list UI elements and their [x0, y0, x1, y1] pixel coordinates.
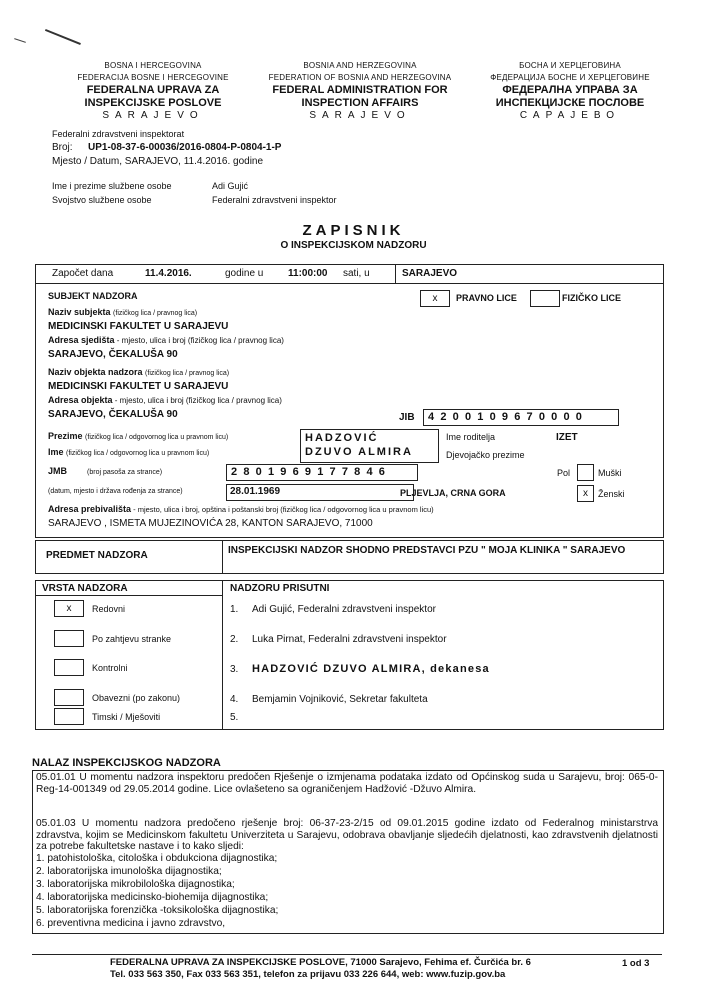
nalaz-heading: NALAZ INSPEKCIJSKOG NADZORA	[32, 757, 221, 769]
prisutni-person: Luka Pirnat, Federalni zdravstveni inspektor	[252, 634, 447, 645]
sex-label: Pol	[557, 468, 571, 478]
subject-address-value: SARAJEVO, ČEKALUŠA 90	[48, 349, 178, 360]
footer-address: FEDERALNA UPRAVA ZA INSPEKCIJSKE POSLOVE, 71000 Sarajevo, Fehima ef. Čurčića br. 6	[110, 957, 531, 968]
nalaz-list-item: 3. laboratorijska mikrobilološka dijagnostika;	[36, 879, 235, 890]
scan-mark	[14, 38, 26, 43]
nalaz-list-item: 2. laboratorijska imunološka dijagnostika;	[36, 866, 222, 877]
subject-heading: SUBJEKT NADZORA	[48, 291, 138, 301]
label-hint: (fizičkog lica / odgovornog lica u pravnom licu)	[66, 450, 210, 457]
vrsta-checkbox-timski[interactable]	[54, 708, 84, 725]
birth-label: (datum, mjesto i država rođenja za strance)	[48, 488, 183, 495]
label-text: Ime	[48, 447, 64, 457]
vrsta-label: Kontrolni	[92, 663, 128, 673]
surname-label	[48, 431, 228, 441]
object-address-label	[48, 395, 282, 405]
predmet-label: PREDMET NADZORA	[46, 550, 148, 561]
divider	[222, 580, 223, 729]
divider	[395, 264, 396, 284]
prisutni-num: 3.	[230, 664, 239, 675]
header-line: BOSNA I HERCEGOVINA	[104, 61, 202, 70]
object-name-label	[48, 367, 229, 377]
official-name-label: Ime i prezime službene osobe	[52, 181, 172, 191]
header-agency: ИНСПЕКЦИЈСКЕ ПОСЛОВЕ	[495, 97, 645, 109]
female-checkbox[interactable]: x	[577, 485, 594, 502]
subject-address-label	[48, 335, 284, 345]
start-label: Započet dana	[52, 268, 114, 279]
label-text: Adresa prebivališta	[48, 504, 132, 514]
birth-date-value: 28.01.1969	[230, 486, 281, 497]
prisutni-num: 2.	[230, 634, 239, 645]
label-hint: (fizičkog lica / odgovornog lica u pravnom licu)	[85, 434, 229, 441]
firstname-label	[48, 447, 209, 457]
start-year-label: godine u	[225, 268, 264, 279]
label-hint: (fizičkog lica / pravnog lica)	[113, 310, 198, 317]
object-name-value: MEDICINSKI FAKULTET U SARAJEVU	[48, 381, 229, 392]
vrsta-label: Obavezni (po zakonu)	[92, 693, 181, 703]
nalaz-paragraph: 05.01.03 U momentu nadzora predočeno rješenje broj: 06-37-23-2/15 od 09.01.2015 godine izdato od Federalnog ministarstrva zdravstva, kojim se Medicinskom fakultetu Univerziteta u Sarajevu, odobrava obavljanje sljedećih djelatnosti, kao zdravstvenih djelatnosti za potrebe fakultetske nastave i to kako sljedi:	[36, 818, 658, 853]
firstname-value: DZUVO ALMIRA	[305, 446, 413, 458]
nalaz-list-item: 6. preventivna medicina i javno zdravstvo,	[36, 918, 226, 929]
place-date: Mjesto / Datum, SARAJEVO, 11.4.2016. godine	[52, 156, 264, 167]
jmb-field[interactable]: 2801969177846	[226, 464, 418, 481]
official-role-value: Federalni zdravstveni inspektor	[212, 195, 337, 205]
predmet-value: INSPEKCIJSKI NADZOR SHODNO PREDSTAVCI PZU " MOJA KLINIKA " SARAJEVO	[228, 545, 626, 556]
header-en	[250, 60, 470, 122]
scan-mark	[45, 29, 81, 45]
start-date: 11.4.2016.	[145, 268, 192, 279]
parent-value: IZET	[556, 432, 578, 443]
page-subtitle: O INSPEKCIJSKOM NADZORU	[280, 240, 427, 251]
label-hint: - mjesto, ulica i broj, opština i poštanski broj (fizičkog lica / odgovornog lica u pravnom licu)	[131, 505, 434, 514]
start-time: 11:00:00	[288, 268, 328, 279]
vrsta-checkbox-obavezni[interactable]	[54, 689, 84, 706]
start-city: SARAJEVO	[402, 268, 458, 279]
prisutni-num: 5.	[230, 712, 239, 723]
header-line: FEDERACIJA BOSNE I HERCEGOVINE	[77, 73, 229, 82]
header-line: FEDERATION OF BOSNIA AND HERZEGOVINA	[268, 73, 452, 82]
start-hours-label: sati, u	[343, 268, 370, 279]
official-name-value: Adi Gujić	[212, 181, 249, 191]
header-agency: INSPEKCIJSKE POSLOVE	[84, 97, 222, 109]
label-text: Naziv subjekta	[48, 307, 111, 317]
male-label: Muški	[598, 468, 622, 478]
label-hint: - mjesto, ulica i broj (fizičkog lica / pravnog lica)	[112, 396, 282, 405]
legal-entity-checkbox[interactable]: x	[420, 290, 450, 307]
vrsta-heading: VRSTA NADZORA	[42, 583, 128, 594]
nalaz-list-item: 5. laboratorijska forenzička -toksikološka dijagnostika;	[36, 905, 279, 916]
header-agency: FEDERALNA UPRAVA ZA	[86, 84, 220, 96]
header-agency: FEDERAL ADMINISTRATION FOR	[272, 84, 448, 96]
broj-label: Broj:	[52, 142, 73, 153]
header-sr	[470, 60, 670, 122]
vrsta-label: Redovni	[92, 604, 126, 614]
vrsta-checkbox-redovni[interactable]: x	[54, 600, 84, 617]
subject-name-label	[48, 307, 197, 317]
header-line: БОСНА И ХЕРЦЕГОВИНА	[519, 61, 621, 70]
vrsta-checkbox-po-zahtjevu[interactable]	[54, 630, 84, 647]
footer-contact: Tel. 033 563 350, Fax 033 563 351, telefon za prijavu 033 226 644, web: www.fuzip.gov.ba	[110, 969, 506, 980]
prisutni-person: Adi Gujić, Federalni zdravstveni inspektor	[252, 604, 436, 615]
prisutni-person: Bemjamin Vojniković, Sekretar fakulteta	[252, 694, 428, 705]
inspectorate: Federalni zdravstveni inspektorat	[52, 129, 185, 139]
object-address-value: SARAJEVO, ČEKALUŠA 90	[48, 409, 178, 420]
jmb-label	[48, 466, 162, 476]
maiden-name-label: Djevojačko prezime	[446, 450, 525, 460]
residence-label	[48, 504, 434, 514]
official-role-label: Svojstvo službene osobe	[52, 195, 152, 205]
legal-entity-label: PRAVNO LICE	[456, 293, 517, 303]
natural-person-label: FIZIČKO LICE	[562, 293, 621, 303]
divider	[222, 540, 223, 573]
vrsta-label: Po zahtjevu stranke	[92, 634, 172, 644]
prisutni-person: HADZOVIĆ DZUVO ALMIRA, dekanesa	[252, 663, 490, 675]
male-checkbox[interactable]	[577, 464, 594, 481]
broj-value: UP1-08-37-6-00036/2016-0804-P-0804-1-P	[88, 142, 282, 153]
footer-rule	[32, 954, 662, 955]
vrsta-block	[35, 580, 664, 730]
label-text: Prezime	[48, 431, 83, 441]
page-number: 1 od 3	[622, 958, 650, 969]
nalaz-list-item: 1. patohistološka, citološka i obdukciona dijagnostika;	[36, 853, 278, 864]
prisutni-heading: NADZORU PRISUTNI	[230, 583, 330, 594]
page-title: ZAPISNIK	[302, 222, 405, 239]
header-city: САРАЈЕВО	[519, 110, 621, 121]
label-hint: - mjesto, ulica i broj (fizičkog lica / pravnog lica)	[114, 336, 284, 345]
header-bs	[58, 60, 248, 122]
header-city: SARAJEVO	[102, 110, 204, 121]
prisutni-num: 4.	[230, 694, 239, 705]
header-line: BOSNIA AND HERZEGOVINA	[303, 61, 417, 70]
subject-name-value: MEDICINSKI FAKULTET U SARAJEVU	[48, 321, 229, 332]
jib-field[interactable]: 4200109670000	[423, 409, 619, 426]
header-agency: INSPECTION AFFAIRS	[301, 97, 419, 109]
nalaz-list-item: 4. laboratorijska medicinsko-biohemija dijagnostika;	[36, 892, 269, 903]
residence-value: SARAJEVO , ISMETA MUJEZINOVIĆA 28, KANTON SARAJEVO, 71000	[48, 518, 373, 529]
label-text: Naziv objekta nadzora	[48, 367, 143, 377]
label-text: JMB	[48, 466, 68, 476]
divider	[35, 595, 223, 596]
birth-place-value: PLJEVLJA, CRNA GORA	[400, 488, 506, 498]
label-text: Adresa sjedišta	[48, 335, 115, 345]
parent-label: Ime roditelja	[446, 432, 496, 442]
vrsta-checkbox-kontrolni[interactable]	[54, 659, 84, 676]
header-line: ФЕДЕРАЦИЈА БОСНЕ И ХЕРЦЕГОВИНЕ	[490, 73, 650, 82]
label-hint: (broj pasoša za strance)	[87, 469, 163, 476]
label-text: Adresa objekta	[48, 395, 113, 405]
header-agency: ФЕДЕРАЛНА УПРАВА ЗА	[502, 84, 638, 96]
natural-person-checkbox[interactable]	[530, 290, 560, 307]
vrsta-label: Timski / Mješoviti	[92, 712, 161, 722]
label-hint: (fizičkog lica / pravnog lica)	[145, 370, 230, 377]
surname-value: HADZOVIĆ	[305, 432, 379, 444]
nalaz-paragraph: 05.01.01 U momentu nadzora inspektoru predočen Rješenje o izmjenama podataka izdato od Općinskog suda u Sarajevu, broj: 065-0-Reg-14-001349 od 29.05.2014 godine. Lice ovlašeteno sa ograničenjem Hadžović -Džuvo Almira.	[36, 772, 658, 795]
jib-label: JIB	[399, 412, 415, 423]
prisutni-num: 1.	[230, 604, 239, 615]
header-city: SARAJEVO	[309, 110, 411, 121]
female-label: Ženski	[598, 489, 625, 499]
